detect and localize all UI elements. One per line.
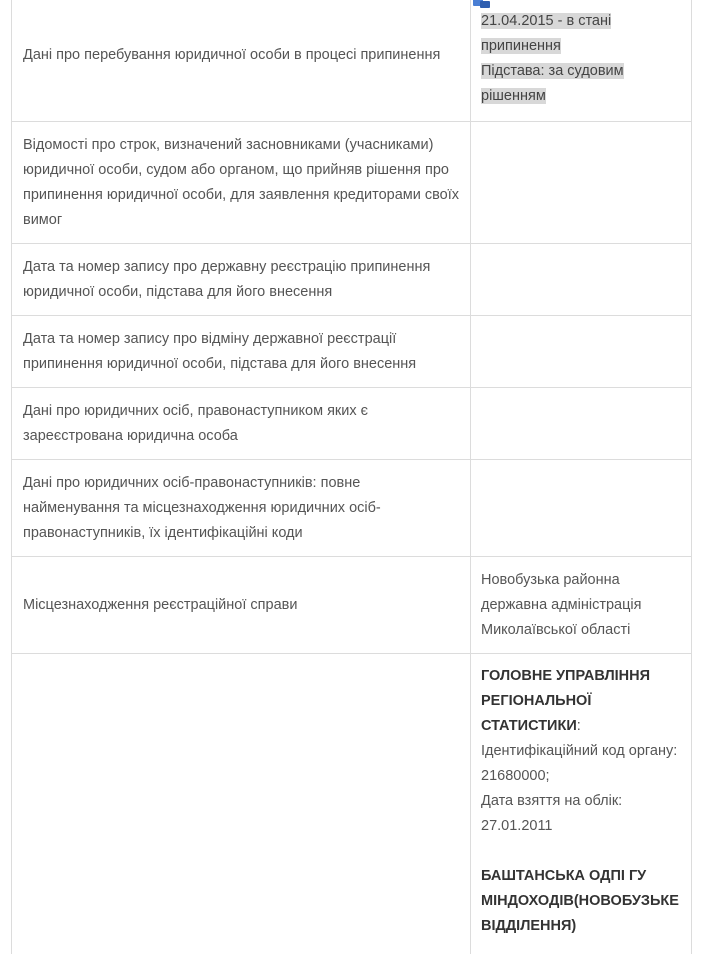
table-row — [11, 388, 692, 460]
table-row — [11, 122, 692, 244]
row-label — [11, 557, 471, 653]
authority-name: ГОЛОВНЕ УПРАВЛІННЯ РЕГІОНАЛЬНОЇ СТАТИСТИКИ — [481, 668, 651, 734]
table-row — [11, 654, 692, 954]
row-label — [11, 122, 471, 243]
row-label — [11, 244, 471, 315]
table-row — [11, 244, 692, 316]
row-value — [471, 316, 692, 387]
row-label-text: Дані про перебування юридичної особи в процесі припинення — [23, 47, 441, 63]
table-row — [11, 316, 692, 388]
authority-block — [481, 664, 681, 839]
authority-date-value: 27.01.2011 — [481, 818, 553, 834]
row-label — [11, 316, 471, 387]
highlighted-text[interactable]: Підстава: за судовим — [481, 63, 624, 79]
row-value — [471, 654, 692, 954]
authority-date-label: Дата взяття на облік: — [481, 793, 623, 809]
authority-suffix: : — [576, 718, 581, 734]
row-value — [471, 122, 692, 243]
table-row — [11, 460, 692, 557]
authority-id-label: Ідентифікаційний код органу: — [481, 743, 678, 759]
row-label — [11, 460, 471, 556]
table-row — [11, 557, 692, 654]
row-label — [11, 0, 471, 121]
row-value — [471, 557, 692, 653]
row-value — [471, 388, 692, 459]
row-label — [11, 388, 471, 459]
registry-table — [11, 0, 692, 954]
authority-id-value: 21680000; — [481, 768, 550, 784]
registration-file-location: Новобузька районна державна адміністрація Миколаївської області — [481, 571, 642, 638]
row-label-text: Дані про юридичних осіб-правонаступників: повне найменування та місцезнаходження юридичних осіб-правонаступників, їх ідентифікаційні коди — [23, 474, 381, 541]
row-label-text: Місцезнаходження реєстраційної справи — [23, 596, 298, 613]
highlighted-text[interactable]: 21.04.2015 - в стані — [481, 13, 612, 29]
row-label — [11, 654, 471, 954]
row-label-text: Дані про юридичних осіб, правонаступником яких є зареєстрована юридична особа — [23, 402, 369, 444]
row-label-text: Дата та номер запису про державну реєстрацію припинення юридичної особи, підстава для його внесення — [23, 258, 431, 300]
row-value — [471, 0, 692, 121]
highlighted-text[interactable]: припинення — [481, 38, 561, 54]
authority-name: БАШТАНСЬКА ОДПІ ГУ МІНДОХОДІВ(НОВОБУЗЬКЕ ВІДДІЛЕННЯ) — [481, 868, 679, 934]
row-value — [471, 460, 692, 556]
table-row — [11, 0, 692, 122]
row-label-text: Дата та номер запису про відміну державної реєстрації припинення юридичної особи, підстава для його внесення — [23, 330, 417, 372]
row-label-text: Відомості про строк, визначений засновниками (учасниками) юридичної особи, судом або органом, що прийняв рішення про припинення юридичної особи, для заявлення кредиторами своїх вимог — [23, 136, 459, 228]
authority-block — [481, 864, 681, 939]
highlighted-text[interactable]: рішенням — [481, 88, 546, 104]
row-value — [471, 244, 692, 315]
